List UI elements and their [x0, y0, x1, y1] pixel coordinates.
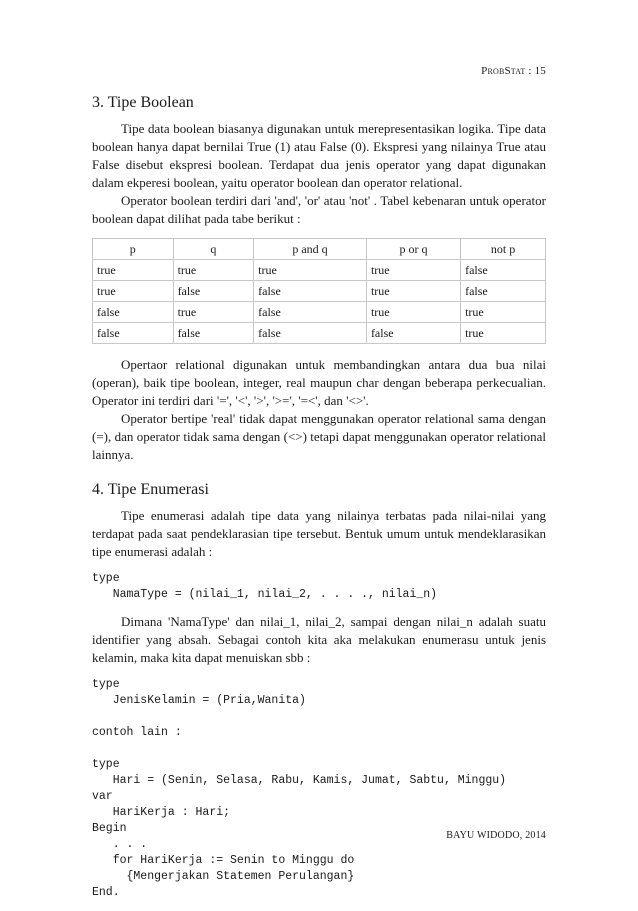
table-cell: true: [173, 302, 254, 323]
running-head: ProbStat : 15: [481, 65, 546, 77]
section-3-paragraph-2: Operator boolean terdiri dari 'and', 'or' atau 'not' . Tabel kebenaran untuk operator boolean dapat dilihat pada tabe berikut :: [92, 193, 546, 226]
table-header-cell: q: [173, 239, 254, 260]
table-cell: false: [366, 323, 460, 344]
table-cell: false: [461, 281, 546, 302]
table-cell: false: [461, 260, 546, 281]
section-4-title: 4. Tipe Enumerasi: [92, 481, 209, 498]
section-3-paragraph-1: Tipe data boolean biasanya digunakan untuk merepresentasikan logika. Tipe data boolean hanya dapat bernilai True (1) atau False (0). Ekspresi yang nilainya True atau False disebut ekspresi boolean. Terdapat dua jenis operator yang dapat digunakan dalam ekperesi boolean, yaitu operator boolean dan operator relational.: [92, 121, 546, 190]
table-header-row: [93, 239, 546, 260]
table-cell: false: [93, 323, 174, 344]
section-3-title: 3. Tipe Boolean: [92, 94, 194, 111]
section-4-paragraph-1: Tipe enumerasi adalah tipe data yang nilainya terbatas pada nilai-nilai yang terdapat pada saat pendeklarasian tipe tersebut. Bentuk umum untuk mendeklarasikan tipe enumerasi adalah :: [92, 508, 546, 559]
table-cell: true: [173, 260, 254, 281]
code-listing: type JenisKelamin = (Pria,Wanita) contoh lain : type Hari = (Senin, Selasa, Rabu, Kamis, Jumat, Sabtu, Minggu) var HariKerja : Hari; Begin . . . for HariKerja := Senin to Minggu do {Mengerjakan Statemen Perulangan} End.: [92, 678, 507, 899]
page-footer: BAYU WIDODO, 2014: [446, 830, 546, 841]
table-header-cell: p or q: [366, 239, 460, 260]
table-cell: false: [254, 323, 367, 344]
table-cell: true: [93, 281, 174, 302]
code-block-example: [92, 677, 546, 901]
table-row: [93, 302, 546, 323]
table-cell: true: [461, 323, 546, 344]
table-cell: true: [366, 302, 460, 323]
table-cell: true: [366, 260, 460, 281]
table-cell: false: [254, 302, 367, 323]
code-block-syntax: [92, 571, 546, 603]
table-header-cell: p: [93, 239, 174, 260]
table-cell: true: [93, 260, 174, 281]
section-spacer: [92, 464, 546, 480]
table-cell: true: [254, 260, 367, 281]
table-cell: false: [93, 302, 174, 323]
table-header-cell: p and q: [254, 239, 367, 260]
table-cell: false: [173, 323, 254, 344]
table-row: [93, 323, 546, 344]
table-header-cell: not p: [461, 239, 546, 260]
section-3-paragraph-4: Operator bertipe 'real' tidak dapat menggunakan operator relational sama dengan (=), dan operator tidak sama dengan (<>) tetapi dapat menggunakan operator relational lainnya.: [92, 411, 546, 462]
boolean-truth-table: [92, 238, 546, 344]
table-row: [93, 260, 546, 281]
table-cell: false: [173, 281, 254, 302]
page-content: [92, 93, 546, 911]
section-3-paragraph-3: Opertaor relational digunakan untuk membandingkan antara dua bua nilai (operan), baik tipe boolean, integer, real maupun char dengan beberapa perkecualian. Operator ini terdiri dari '=', '<', '>', '>=', '=<', dan '<>'.: [92, 357, 546, 408]
table-cell: true: [366, 281, 460, 302]
code-listing: type NamaType = (nilai_1, nilai_2, . . . ., nilai_n): [92, 572, 438, 601]
table-row: [93, 281, 546, 302]
table-cell: false: [254, 281, 367, 302]
table-cell: true: [461, 302, 546, 323]
section-4-paragraph-2: Dimana 'NamaType' dan nilai_1, nilai_2, sampai dengan nilai_n adalah suatu identifier yang absah. Sebagai contoh kita aka melakukan enumerasu untuk jenis kelamin, maka kita dapat menuiskan sbb :: [92, 614, 546, 665]
